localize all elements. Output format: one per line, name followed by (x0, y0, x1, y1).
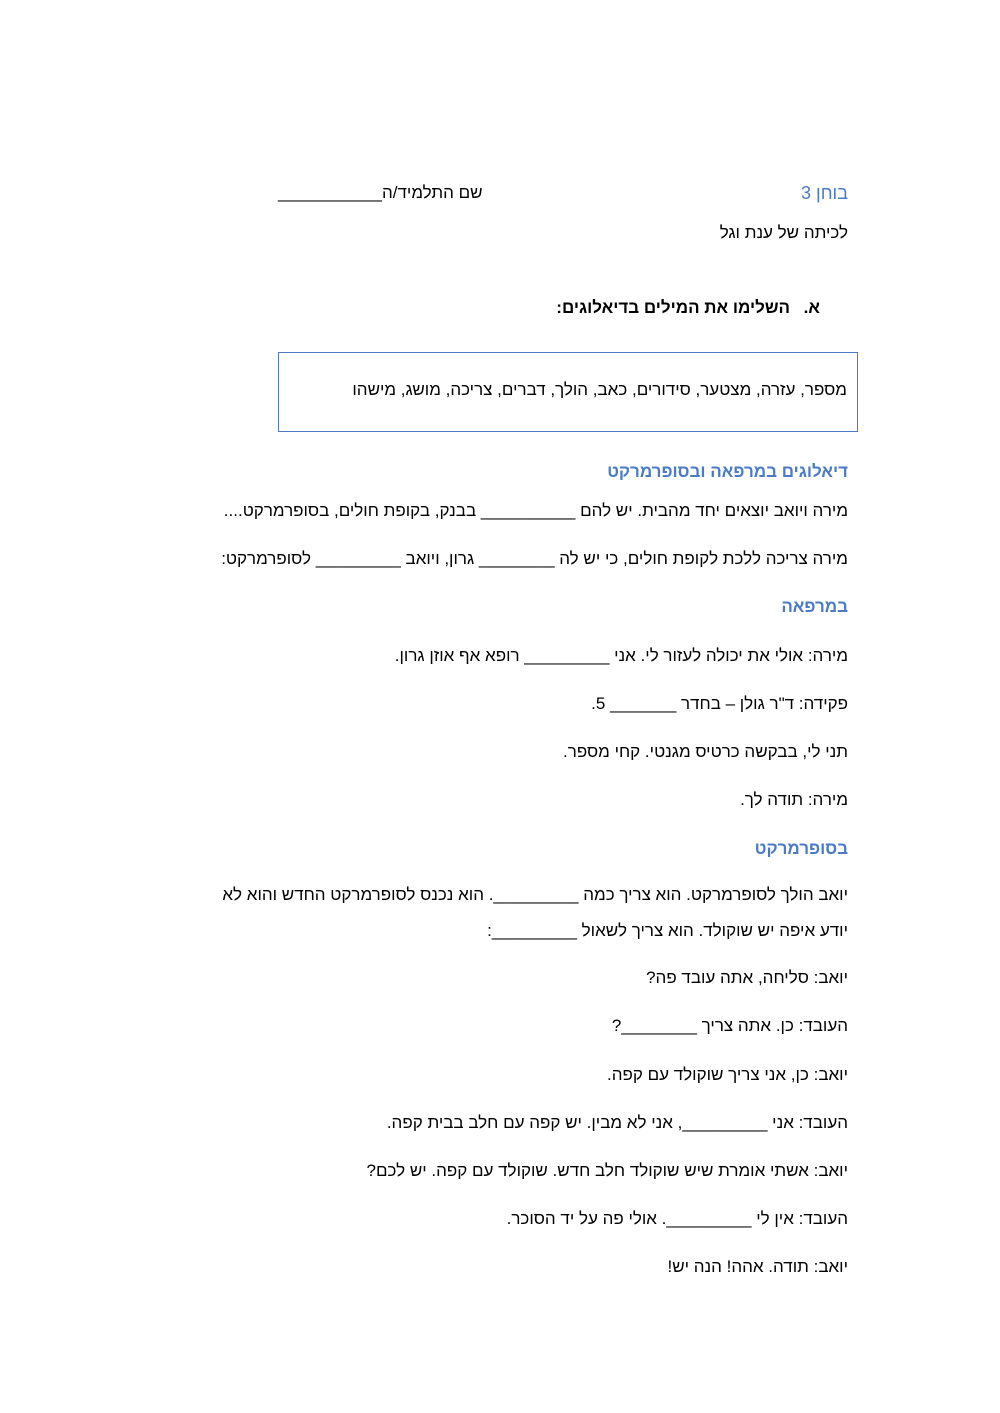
dialogues-title: דיאלוגים במרפאה ובסופרמרקט (607, 462, 848, 481)
student-name-field: שם התלמיד/ה___________ (278, 183, 483, 202)
clinic-line: תני לי, בבקשה כרטיס מגנטי. קחי מספר. (563, 742, 848, 761)
clinic-title: במרפאה (781, 597, 848, 616)
clinic-line: מירה: אולי את יכולה לעזור לי. אני _________ רופא אף אוזן גרון. (394, 646, 848, 665)
word-bank-box (278, 352, 858, 432)
word-bank-words: מספר, עזרה, מצטער, סידורים, כאב, הולך, דברים, צריכה, מושג, מישהו (352, 380, 847, 399)
test-title: בוחן 3 (801, 183, 848, 203)
supermarket-line: יואב: תודה. אהה! הנה יש! (667, 1257, 848, 1276)
clinic-line: פקידה: ד"ר גולן – בחדר _______ 5. (591, 694, 848, 713)
supermarket-line: יואב: אשתי אומרת שיש שוקולד חלב חדש. שוקולד עם קפה. יש לכם? (366, 1161, 848, 1180)
supermarket-line: יואב: סליחה, אתה עובד פה? (646, 968, 848, 987)
section-a-instruction: השלימו את המילים בדיאלוגים: (556, 298, 790, 317)
supermarket-paragraph-line-1: יואב הולך לסופרמרקט. הוא צריך כמה _________. הוא נכנס לסופרמרקט החדש והוא לא (222, 885, 848, 904)
supermarket-paragraph-line-2: יודע איפה יש שוקולד. הוא צריך לשאול _________: (487, 921, 848, 940)
supermarket-line: העובד: כן. אתה צריך ________? (611, 1016, 848, 1035)
intro-line-1: מירה ויואב יוצאים יחד מהבית. יש להם __________ בבנק, בקופת חולים, בסופרמרקט.... (223, 501, 848, 520)
supermarket-line: העובד: אני _________, אני לא מבין. יש קפה עם חלב בבית קפה. (386, 1113, 848, 1132)
supermarket-line: יואב: כן, אני צריך שוקולד עם קפה. (606, 1065, 848, 1084)
clinic-line: מירה: תודה לך. (740, 790, 848, 809)
class-label: לכיתה של ענת וגל (719, 223, 848, 242)
intro-line-2: מירה צריכה ללכת לקופת חולים, כי יש לה ________ גרון, ויואב _________ לסופרמרקט: (221, 549, 848, 568)
section-a-heading (556, 298, 820, 318)
supermarket-line: העובד: אין לי _________. אולי פה על יד הסוכר. (506, 1209, 848, 1228)
section-a-letter: א. (803, 298, 820, 317)
supermarket-title: בסופרמרקט (754, 839, 848, 858)
